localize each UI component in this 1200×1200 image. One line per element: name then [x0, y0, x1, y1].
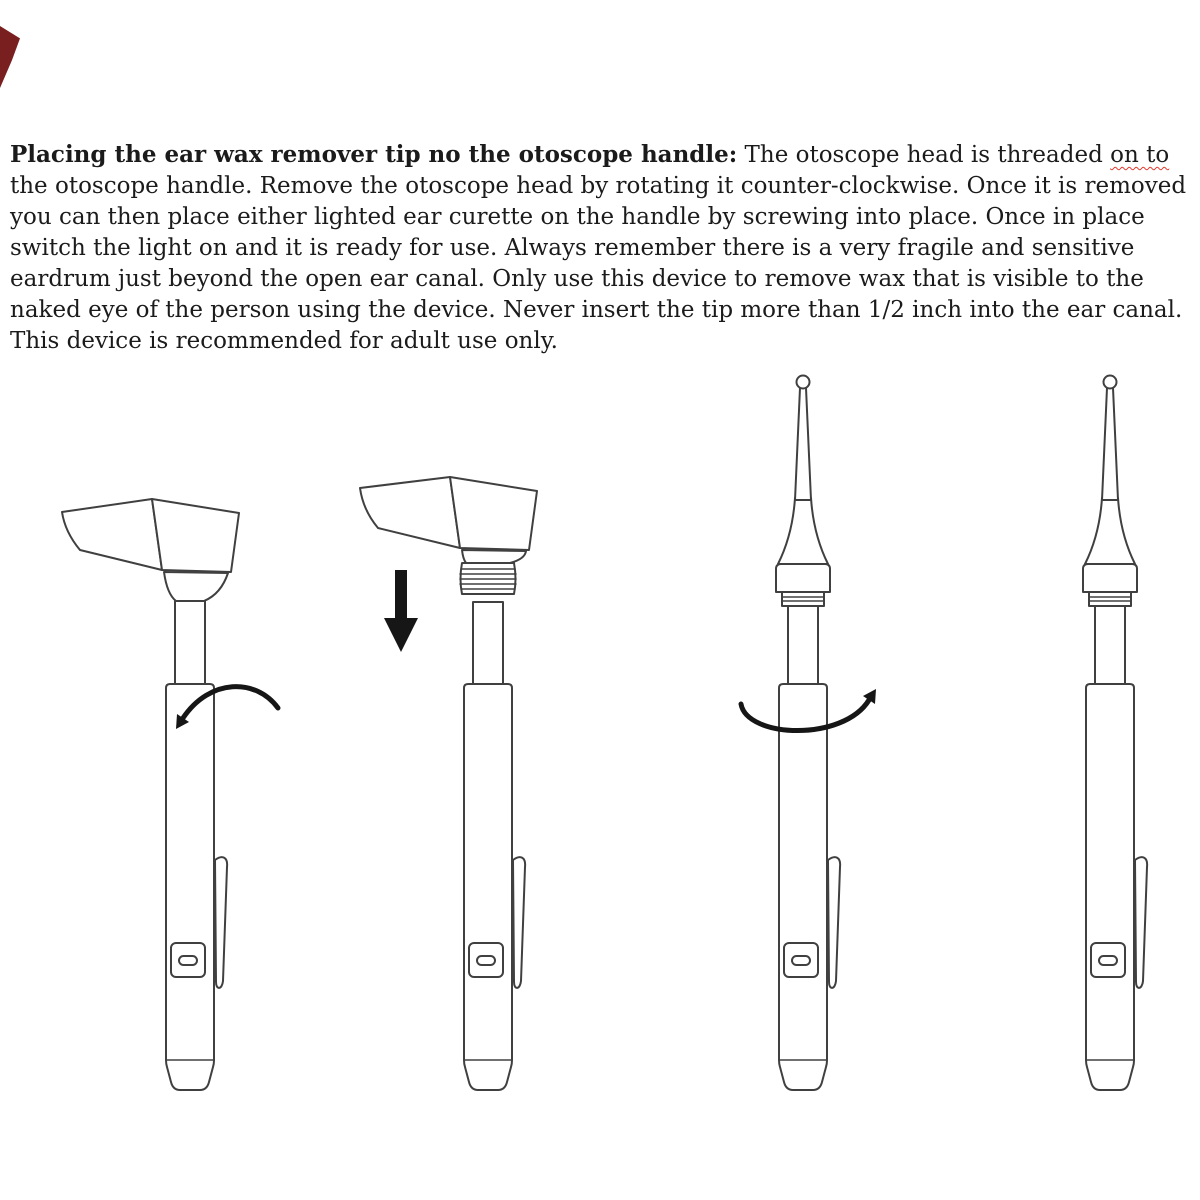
pocket-clip — [828, 857, 840, 988]
instructions-bold-lead: Placing the ear wax remover tip no the otoscope handle: — [10, 141, 738, 168]
curette-stem — [1102, 388, 1118, 500]
pocket-clip — [215, 857, 227, 988]
speculum-cone — [62, 499, 162, 570]
power-switch-slot — [1099, 956, 1117, 965]
speculum-cone — [360, 477, 460, 548]
curette-flare — [778, 498, 828, 564]
power-switch-slot — [179, 956, 197, 965]
handle-barrel — [166, 684, 214, 1090]
thread-collar — [460, 563, 516, 594]
otoscope-head — [62, 499, 239, 601]
head-body — [450, 477, 537, 550]
handle-barrel — [464, 684, 512, 1090]
handle-neck — [1095, 606, 1125, 686]
curette-tip — [776, 376, 830, 607]
power-switch-slot — [477, 956, 495, 965]
otoscope-head — [360, 477, 537, 563]
pocket-clip — [1135, 857, 1147, 988]
handle-neck — [473, 602, 503, 686]
curette-ball-tip — [797, 376, 810, 389]
figure-otoscope-assembled — [40, 360, 300, 1120]
thread-collar — [1089, 592, 1131, 606]
thread-collar — [782, 592, 824, 606]
handle — [1086, 606, 1147, 1090]
head-body — [152, 499, 239, 572]
handle — [464, 602, 525, 1090]
misspelled-word: on to — [1110, 142, 1170, 168]
handle-barrel — [779, 684, 827, 1090]
curette-flare — [1085, 498, 1135, 564]
figure-otoscope-head-removed — [338, 360, 598, 1120]
handle-neck — [175, 601, 205, 685]
power-switch-slot — [792, 956, 810, 965]
figure-curette-attached — [683, 360, 923, 1120]
handle-neck — [788, 606, 818, 686]
figure-final-device — [990, 360, 1200, 1120]
handle — [779, 606, 840, 1090]
handle — [166, 601, 227, 1090]
instructions-body-pre: The otoscope head is threaded — [737, 142, 1111, 168]
pocket-clip — [513, 857, 525, 988]
head-neck-taper — [462, 550, 526, 563]
head-neck-taper — [164, 572, 228, 601]
instructions-body-post: the otoscope handle. Remove the otoscope head by rotating it counter-clockwise. Once it is removed you can then place either lighted ear curette on the handle by screwing into place. Once in place switch the light on and it is ready for use. Always remember there is a very fragile and sensitive eardrum just beyond the open ear canal. Only use this device to remove wax that is visible to the naked eye of the person using the device. Never insert the tip more than 1/2 inch into the ear canal. This device is recommended for adult use only. — [10, 173, 1187, 354]
curette-stem — [795, 388, 811, 500]
curette-tip — [1083, 376, 1137, 607]
curette-base — [776, 564, 830, 592]
curette-ball-tip — [1104, 376, 1117, 389]
handle-barrel — [1086, 684, 1134, 1090]
curette-base — [1083, 564, 1137, 592]
down-arrow — [384, 570, 418, 652]
